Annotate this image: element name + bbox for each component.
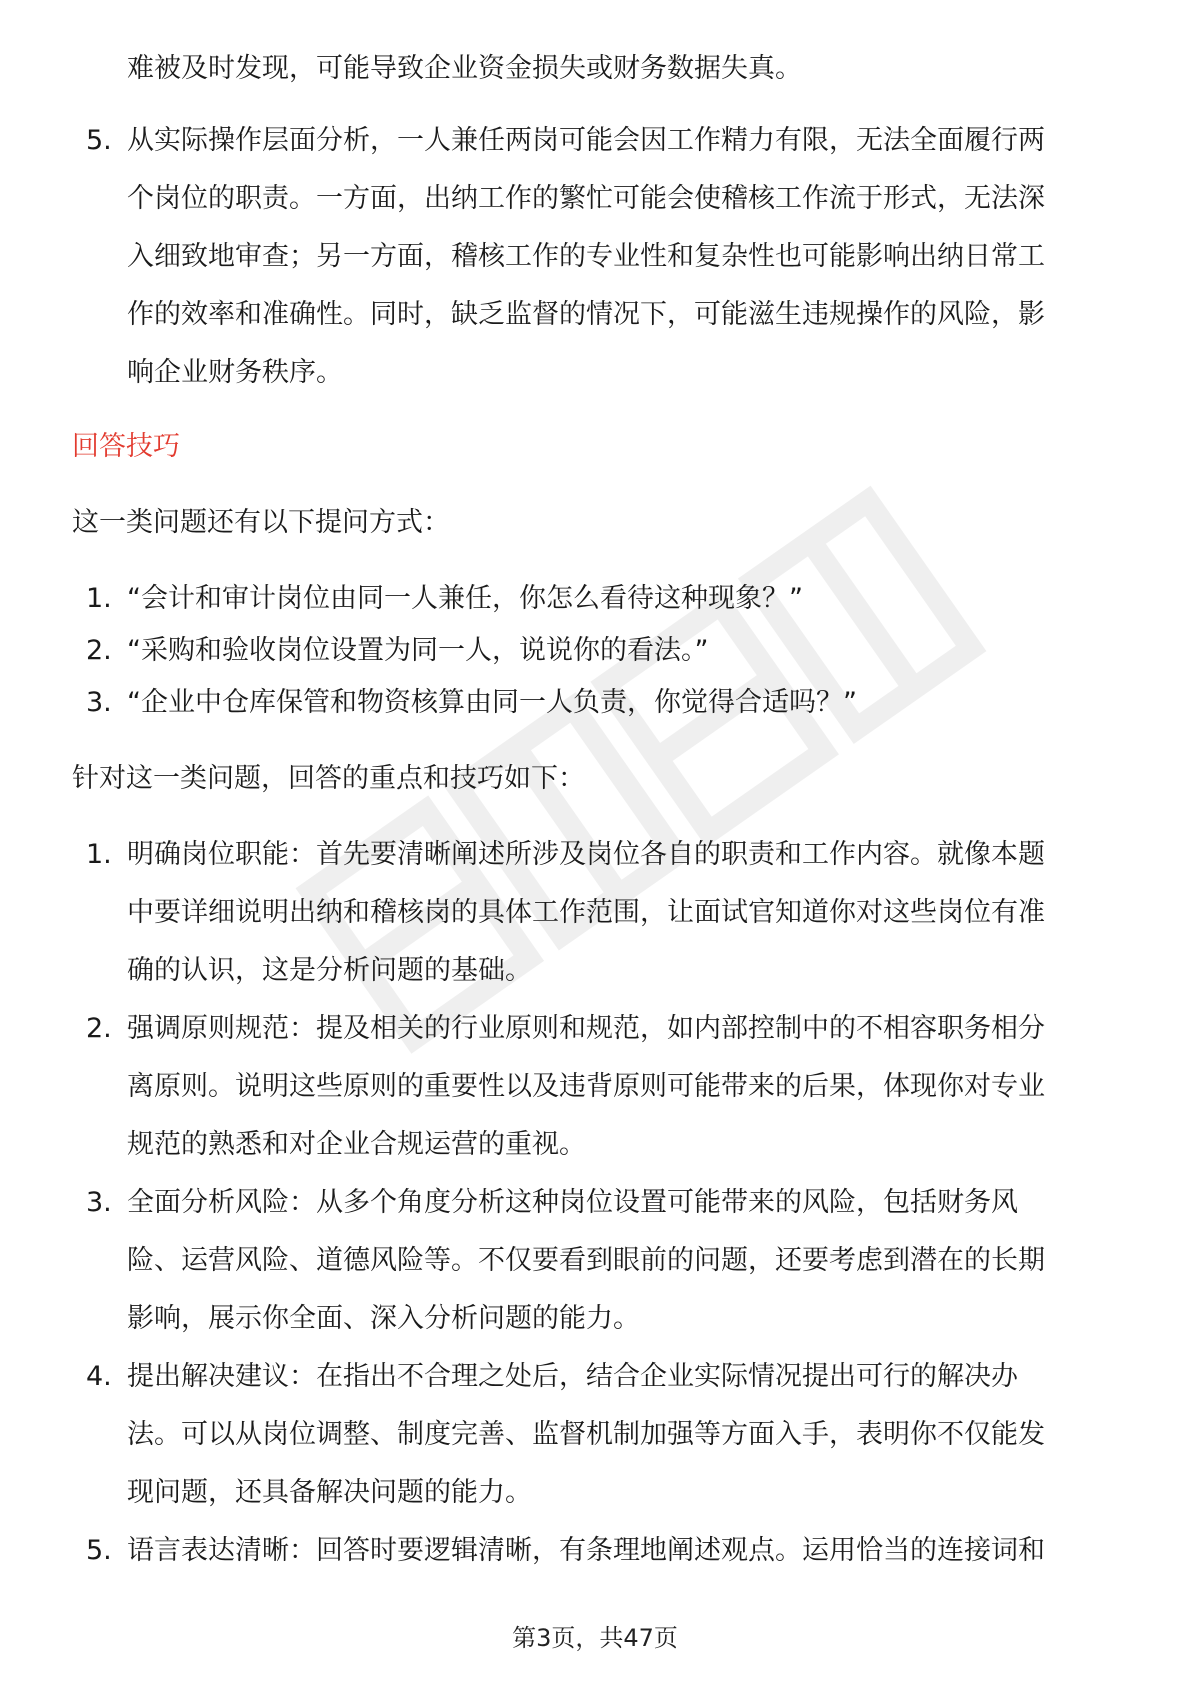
list-number: 1. bbox=[86, 839, 112, 870]
list-number: 2. bbox=[86, 1013, 112, 1044]
question-item bbox=[72, 674, 1122, 732]
page-number-footer: 第3页，共47页 bbox=[512, 1624, 678, 1652]
text-line: 作的效率和准确性。同时，缺乏监督的情况下，可能滋生违规操作的风险，影 bbox=[127, 299, 1045, 330]
intro-paragraph: 针对这一类问题，回答的重点和技巧如下： bbox=[72, 763, 585, 794]
text-line: 明确岗位职能：首先要清晰阐述所涉及岗位各自的职责和工作内容。就像本题 bbox=[127, 839, 1045, 870]
text-line: 中要详细说明出纳和稽核岗的具体工作范围，让面试官知道你对这些岗位有准 bbox=[127, 897, 1045, 928]
text-line: 确的认识，这是分析问题的基础。 bbox=[127, 955, 532, 986]
intro-paragraph: 这一类问题还有以下提问方式： bbox=[72, 507, 450, 538]
analysis-point-5 bbox=[72, 112, 1122, 402]
tip-item bbox=[72, 826, 1122, 1000]
text-line: 险、运营风险、道德风险等。不仅要看到眼前的问题，还要考虑到潜在的长期 bbox=[127, 1245, 1045, 1276]
section-heading: 回答技巧 bbox=[72, 431, 180, 462]
list-number: 3. bbox=[86, 687, 112, 718]
list-number: 2. bbox=[86, 635, 112, 666]
question-item bbox=[72, 570, 1122, 628]
text-line: 提出解决建议：在指出不合理之处后，结合企业实际情况提出可行的解决办 bbox=[127, 1361, 1018, 1392]
text-line: 法。可以从岗位调整、制度完善、监督机制加强等方面入手，表明你不仅能发 bbox=[127, 1419, 1045, 1450]
text-line: 现问题，还具备解决问题的能力。 bbox=[127, 1477, 532, 1508]
list-number: 5. bbox=[86, 125, 112, 156]
text-line: 影响，展示你全面、深入分析问题的能力。 bbox=[127, 1303, 640, 1334]
tip-item bbox=[72, 1522, 1122, 1580]
text-line: 语言表达清晰：回答时要逻辑清晰，有条理地阐述观点。运用恰当的连接词和 bbox=[127, 1535, 1045, 1566]
question-text: “采购和验收岗位设置为同一人，说说你的看法。” bbox=[127, 635, 709, 666]
list-number: 4. bbox=[86, 1361, 112, 1392]
question-text: “会计和审计岗位由同一人兼任，你怎么看待这种现象？” bbox=[127, 583, 803, 614]
text-line: 强调原则规范：提及相关的行业原则和规范，如内部控制中的不相容职务相分 bbox=[127, 1013, 1045, 1044]
text-line: 全面分析风险：从多个角度分析这种岗位设置可能带来的风险，包括财务风 bbox=[127, 1187, 1018, 1218]
text-line: 个岗位的职责。一方面，出纳工作的繁忙可能会使稽核工作流于形式，无法深 bbox=[127, 183, 1045, 214]
list-number: 3. bbox=[86, 1187, 112, 1218]
question-item bbox=[72, 622, 1122, 680]
tip-item bbox=[72, 1174, 1122, 1348]
document-body bbox=[72, 40, 1122, 1580]
list-number: 1. bbox=[86, 583, 112, 614]
text-line: 响企业财务秩序。 bbox=[127, 357, 343, 388]
continuation-line: 难被及时发现，可能导致企业资金损失或财务数据失真。 bbox=[127, 53, 802, 84]
list-number: 5. bbox=[86, 1535, 112, 1566]
text-line: 离原则。说明这些原则的重要性以及违背原则可能带来的后果，体现你对专业 bbox=[127, 1071, 1045, 1102]
text-line: 入细致地审查；另一方面，稽核工作的专业性和复杂性也可能影响出纳日常工 bbox=[127, 241, 1045, 272]
text-line: 从实际操作层面分析，一人兼任两岗可能会因工作精力有限，无法全面履行两 bbox=[127, 125, 1045, 156]
tip-item bbox=[72, 1348, 1122, 1522]
text-line: 规范的熟悉和对企业合规运营的重视。 bbox=[127, 1129, 586, 1160]
question-text: “企业中仓库保管和物资核算由同一人负责，你觉得合适吗？” bbox=[127, 687, 857, 718]
tip-item bbox=[72, 1000, 1122, 1174]
